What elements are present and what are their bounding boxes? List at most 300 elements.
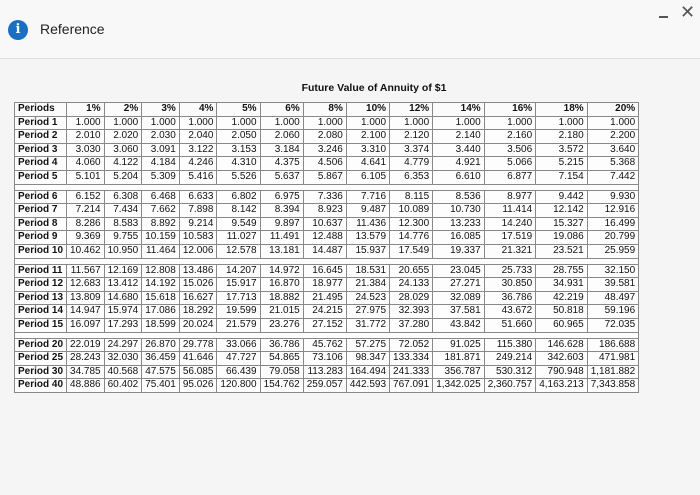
table-cell: 9.442 [536,190,588,204]
table-cell: 25.733 [484,264,536,278]
table-cell: 181.871 [433,352,485,366]
row-label: Period 9 [15,231,67,245]
table-cell: 3.122 [179,143,217,157]
table-cell: 2.060 [260,130,303,144]
row-label: Period 4 [15,157,67,171]
table-cell: 16.627 [179,291,217,305]
table-cell: 16.499 [587,217,639,231]
table-cell: 34.785 [67,365,105,379]
table-cell: 1.000 [104,116,142,130]
table-cell: 1.000 [390,116,433,130]
table-cell: 4.184 [142,157,180,171]
row-label: Period 40 [15,379,67,393]
row-label: Period 2 [15,130,67,144]
table-cell: 4.122 [104,157,142,171]
table-cell: 21.015 [260,305,303,319]
table-cell: 5.215 [536,157,588,171]
table-cell: 95.026 [179,379,217,393]
table-cell: 3.506 [484,143,536,157]
row-label: Period 8 [15,217,67,231]
table-cell: 1,181.882 [587,365,639,379]
table-cell: 7.442 [587,170,639,184]
table-row [15,190,639,204]
table-cell: 259.057 [303,379,346,393]
table-row [15,143,639,157]
table-cell: 9.487 [346,204,389,218]
table-cell: 18.292 [179,305,217,319]
table-cell: 30.850 [484,278,536,292]
table-cell: 43.672 [484,305,536,319]
table-cell: 6.353 [390,170,433,184]
table-cell: 13.181 [260,244,303,258]
table-cell: 1.000 [67,116,105,130]
table-cell: 12.006 [179,244,217,258]
minimize-icon[interactable] [659,16,668,18]
table-cell: 9.930 [587,190,639,204]
table-row [15,352,639,366]
table-cell: 8.286 [67,217,105,231]
table-cell: 16.645 [303,264,346,278]
table-cell: 18.882 [260,291,303,305]
table-cell: 115.380 [484,338,536,352]
row-label: Period 25 [15,352,67,366]
row-label: Period 13 [15,291,67,305]
table-cell: 3.060 [104,143,142,157]
table-cell: 4.375 [260,157,303,171]
table-cell: 249.214 [484,352,536,366]
table-cell: 48.886 [67,379,105,393]
table-cell: 154.762 [260,379,303,393]
table-cell: 10.089 [390,204,433,218]
table-row [15,204,639,218]
table-cell: 3.184 [260,143,303,157]
table-cell: 12.142 [536,204,588,218]
table-cell: 72.035 [587,318,639,332]
table-cell: 2.080 [303,130,346,144]
annuity-table-panel [14,82,694,492]
table-cell: 13.412 [104,278,142,292]
row-label: Period 20 [15,338,67,352]
table-cell: 16.085 [433,231,485,245]
table-cell: 79.058 [260,365,303,379]
table-cell: 37.280 [390,318,433,332]
table-cell: 3.091 [142,143,180,157]
table-cell: 43.842 [433,318,485,332]
row-label: Period 6 [15,190,67,204]
table-cell: 14.207 [217,264,260,278]
table-cell: 4,163.213 [536,379,588,393]
table-cell: 12.488 [303,231,346,245]
table-cell: 2.180 [536,130,588,144]
table-cell: 32.089 [433,291,485,305]
column-header-rate: 20% [587,103,639,117]
table-cell: 8.977 [484,190,536,204]
table-row [15,338,639,352]
table-cell: 17.713 [217,291,260,305]
table-cell: 31.772 [346,318,389,332]
table-cell: 1.000 [484,116,536,130]
table-cell: 75.401 [142,379,180,393]
table-cell: 12.683 [67,278,105,292]
table-cell: 36.459 [142,352,180,366]
row-label: Period 7 [15,204,67,218]
table-cell: 4.506 [303,157,346,171]
table-cell: 1.000 [433,116,485,130]
table-cell: 2.050 [217,130,260,144]
table-cell: 24.133 [390,278,433,292]
table-cell: 241.333 [390,365,433,379]
table-cell: 32.030 [104,352,142,366]
table-cell: 5.309 [142,170,180,184]
table-cell: 530.312 [484,365,536,379]
table-cell: 356.787 [433,365,485,379]
table-cell: 15.026 [179,278,217,292]
table-cell: 14.776 [390,231,433,245]
table-cell: 10.159 [142,231,180,245]
table-cell: 11.567 [67,264,105,278]
table-cell: 48.497 [587,291,639,305]
table-cell: 2.160 [484,130,536,144]
table-cell: 6.975 [260,190,303,204]
column-header-rate: 4% [179,103,217,117]
table-cell: 14.192 [142,278,180,292]
table-cell: 20.655 [390,264,433,278]
table-cell: 5.637 [260,170,303,184]
table-cell: 20.024 [179,318,217,332]
table-cell: 3.374 [390,143,433,157]
table-cell: 186.688 [587,338,639,352]
table-cell: 47.575 [142,365,180,379]
table-cell: 4.310 [217,157,260,171]
table-cell: 164.494 [346,365,389,379]
table-cell: 25.959 [587,244,639,258]
table-row [15,379,639,393]
row-label: Period 12 [15,278,67,292]
table-cell: 33.066 [217,338,260,352]
table-cell: 32.150 [587,264,639,278]
table-cell: 45.762 [303,338,346,352]
column-header-rate: 12% [390,103,433,117]
table-cell: 13.809 [67,291,105,305]
table-cell: 10.730 [433,204,485,218]
table-cell: 2.040 [179,130,217,144]
table-cell: 1.000 [179,116,217,130]
table-cell: 6.105 [346,170,389,184]
table-cell: 5.867 [303,170,346,184]
row-label: Period 15 [15,318,67,332]
table-cell: 8.923 [303,204,346,218]
row-label: Period 14 [15,305,67,319]
table-cell: 6.877 [484,170,536,184]
column-header-rate: 18% [536,103,588,117]
table-cell: 28.243 [67,352,105,366]
table-cell: 4.779 [390,157,433,171]
table-cell: 1.000 [260,116,303,130]
table-cell: 6.610 [433,170,485,184]
row-label: Period 5 [15,170,67,184]
table-cell: 29.778 [179,338,217,352]
table-cell: 36.786 [484,291,536,305]
table-cell: 32.393 [390,305,433,319]
table-cell: 1.000 [346,116,389,130]
table-cell: 10.462 [67,244,105,258]
table-row [15,278,639,292]
table-cell: 8.142 [217,204,260,218]
column-header-rate: 3% [142,103,180,117]
table-cell: 73.106 [303,352,346,366]
table-cell: 23.045 [433,264,485,278]
close-icon[interactable]: ✕ [680,2,696,22]
table-cell: 5.204 [104,170,142,184]
table-cell: 1,342.025 [433,379,485,393]
table-cell: 5.368 [587,157,639,171]
table-cell: 14.487 [303,244,346,258]
table-cell: 1.000 [142,116,180,130]
table-cell: 8.583 [104,217,142,231]
table-cell: 1.000 [587,116,639,130]
table-cell: 17.293 [104,318,142,332]
table-row [15,318,639,332]
table-cell: 20.799 [587,231,639,245]
table-cell: 91.025 [433,338,485,352]
table-row [15,264,639,278]
table-cell: 2.100 [346,130,389,144]
table-cell: 37.581 [433,305,485,319]
table-cell: 60.402 [104,379,142,393]
table-cell: 23.521 [536,244,588,258]
table-cell: 3.572 [536,143,588,157]
table-cell: 9.214 [179,217,217,231]
table-cell: 15.937 [346,244,389,258]
table-cell: 23.276 [260,318,303,332]
table-cell: 2.030 [142,130,180,144]
table-cell: 47.727 [217,352,260,366]
table-cell: 1.000 [536,116,588,130]
table-cell: 2.140 [433,130,485,144]
table-cell: 9.897 [260,217,303,231]
table-cell: 5.066 [484,157,536,171]
table-cell: 11.027 [217,231,260,245]
table-cell: 7.716 [346,190,389,204]
row-label: Period 3 [15,143,67,157]
column-header-rate: 8% [303,103,346,117]
table-cell: 4.060 [67,157,105,171]
table-cell: 13.579 [346,231,389,245]
row-label: Period 10 [15,244,67,258]
table-cell: 21.321 [484,244,536,258]
table-cell: 2.120 [390,130,433,144]
dialog-header [0,0,700,59]
column-header-rate: 5% [217,103,260,117]
table-cell: 36.786 [260,338,303,352]
table-cell: 34.931 [536,278,588,292]
table-cell: 12.300 [390,217,433,231]
table-cell: 17.086 [142,305,180,319]
table-cell: 13.233 [433,217,485,231]
column-header-rate: 16% [484,103,536,117]
table-cell: 4.641 [346,157,389,171]
row-label: Period 11 [15,264,67,278]
table-row [15,217,639,231]
table-cell: 2.020 [104,130,142,144]
table-cell: 6.468 [142,190,180,204]
table-cell: 50.818 [536,305,588,319]
table-cell: 16.097 [67,318,105,332]
table-cell: 60.965 [536,318,588,332]
table-cell: 41.646 [179,352,217,366]
table-cell: 21.579 [217,318,260,332]
table-cell: 10.637 [303,217,346,231]
table-cell: 7.434 [104,204,142,218]
table-cell: 11.464 [142,244,180,258]
table-cell: 2.200 [587,130,639,144]
table-cell: 24.215 [303,305,346,319]
table-cell: 7.154 [536,170,588,184]
dialog-title: Reference [40,21,105,37]
table-cell: 28.755 [536,264,588,278]
table-cell: 3.310 [346,143,389,157]
table-cell: 15.327 [536,217,588,231]
table-cell: 6.308 [104,190,142,204]
table-cell: 16.870 [260,278,303,292]
table-row [15,116,639,130]
table-cell: 113.283 [303,365,346,379]
table-header-row [15,103,639,117]
table-cell: 471.981 [587,352,639,366]
table-cell: 133.334 [390,352,433,366]
column-header-periods: Periods [15,103,67,117]
table-cell: 14.240 [484,217,536,231]
table-cell: 24.523 [346,291,389,305]
table-cell: 2,360.757 [484,379,536,393]
table-cell: 2.010 [67,130,105,144]
column-header-rate: 2% [104,103,142,117]
table-cell: 39.581 [587,278,639,292]
table-cell: 7.336 [303,190,346,204]
table-cell: 7.214 [67,204,105,218]
table-cell: 3.246 [303,143,346,157]
column-header-rate: 10% [346,103,389,117]
table-cell: 5.416 [179,170,217,184]
table-cell: 18.599 [142,318,180,332]
table-row [15,130,639,144]
table-cell: 27.152 [303,318,346,332]
row-label: Period 1 [15,116,67,130]
table-row [15,305,639,319]
table-cell: 19.599 [217,305,260,319]
table-cell: 7,343.858 [587,379,639,393]
table-cell: 98.347 [346,352,389,366]
table-cell: 14.947 [67,305,105,319]
table-row [15,231,639,245]
table-cell: 14.680 [104,291,142,305]
column-header-rate: 6% [260,103,303,117]
table-cell: 8.394 [260,204,303,218]
table-row [15,157,639,171]
table-cell: 27.975 [346,305,389,319]
table-cell: 3.440 [433,143,485,157]
table-cell: 120.800 [217,379,260,393]
row-label: Period 30 [15,365,67,379]
table-cell: 28.029 [390,291,433,305]
table-cell: 6.152 [67,190,105,204]
table-cell: 11.414 [484,204,536,218]
table-cell: 15.618 [142,291,180,305]
table-cell: 8.536 [433,190,485,204]
table-cell: 8.115 [390,190,433,204]
column-header-rate: 1% [67,103,105,117]
table-cell: 6.802 [217,190,260,204]
table-row [15,291,639,305]
table-cell: 10.950 [104,244,142,258]
table-cell: 9.369 [67,231,105,245]
column-header-rate: 14% [433,103,485,117]
table-cell: 12.169 [104,264,142,278]
table-cell: 18.531 [346,264,389,278]
table-cell: 1.000 [217,116,260,130]
table-cell: 66.439 [217,365,260,379]
table-cell: 40.568 [104,365,142,379]
table-cell: 11.491 [260,231,303,245]
table-cell: 12.916 [587,204,639,218]
table-cell: 5.101 [67,170,105,184]
table-cell: 3.030 [67,143,105,157]
table-cell: 7.662 [142,204,180,218]
table-cell: 15.974 [104,305,142,319]
table-cell: 21.495 [303,291,346,305]
table-cell: 8.892 [142,217,180,231]
table-cell: 18.977 [303,278,346,292]
table-caption: Future Value of Annuity of $1 [301,82,447,94]
table-cell: 19.337 [433,244,485,258]
table-cell: 42.219 [536,291,588,305]
table-cell: 7.898 [179,204,217,218]
table-cell: 9.549 [217,217,260,231]
table-cell: 14.972 [260,264,303,278]
table-cell: 6.633 [179,190,217,204]
table-cell: 442.593 [346,379,389,393]
table-cell: 54.865 [260,352,303,366]
table-cell: 51.660 [484,318,536,332]
table-cell: 22.019 [67,338,105,352]
table-cell: 59.196 [587,305,639,319]
table-cell: 17.549 [390,244,433,258]
table-cell: 17.519 [484,231,536,245]
table-cell: 72.052 [390,338,433,352]
table-cell: 342.603 [536,352,588,366]
table-cell: 146.628 [536,338,588,352]
table-cell: 13.486 [179,264,217,278]
future-value-annuity-table [14,102,639,393]
table-cell: 24.297 [104,338,142,352]
table-cell: 3.640 [587,143,639,157]
table-cell: 5.526 [217,170,260,184]
table-cell: 56.085 [179,365,217,379]
table-cell: 4.246 [179,157,217,171]
table-cell: 19.086 [536,231,588,245]
table-cell: 3.153 [217,143,260,157]
table-cell: 15.917 [217,278,260,292]
table-cell: 790.948 [536,365,588,379]
table-cell: 12.578 [217,244,260,258]
table-cell: 11.436 [346,217,389,231]
table-cell: 21.384 [346,278,389,292]
table-row [15,365,639,379]
table-cell: 4.921 [433,157,485,171]
table-cell: 26.870 [142,338,180,352]
table-cell: 1.000 [303,116,346,130]
table-cell: 767.091 [390,379,433,393]
